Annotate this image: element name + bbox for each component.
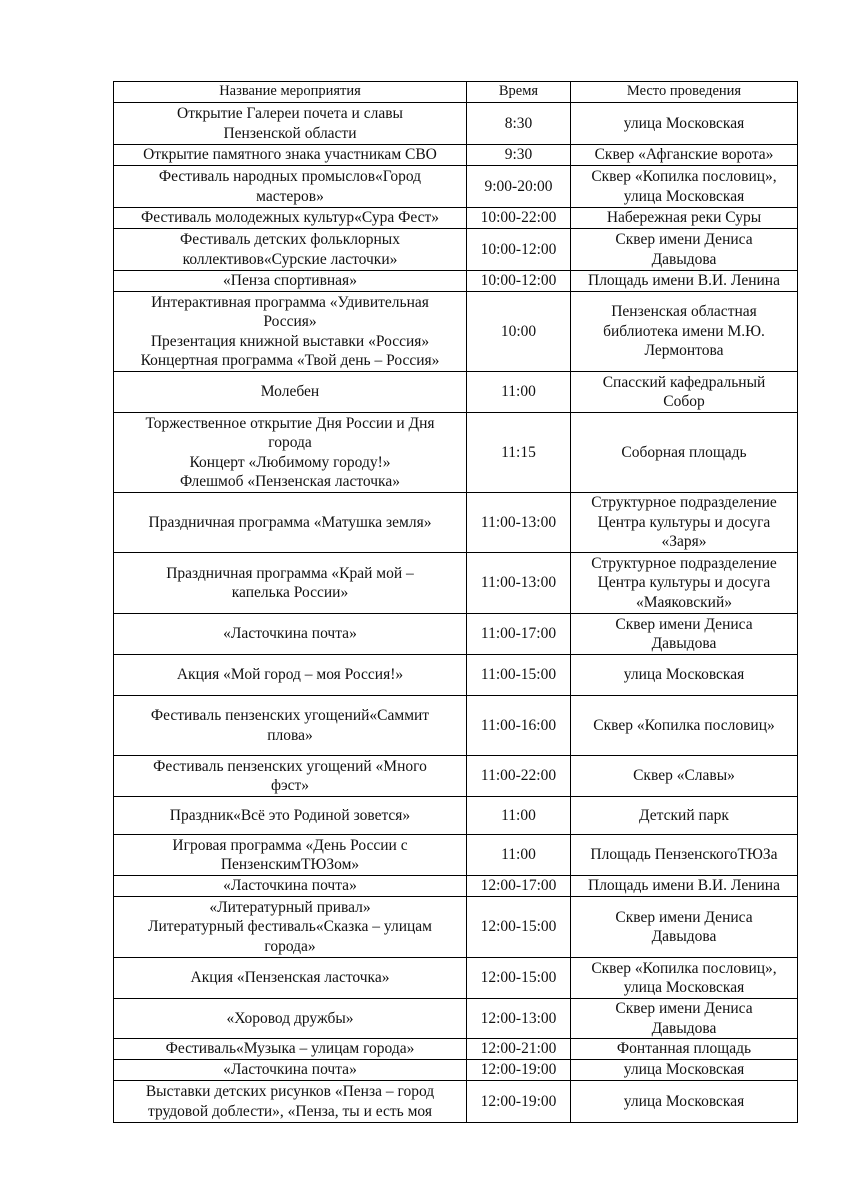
cell-text-line: 11:15 <box>501 443 536 461</box>
table-row <box>114 166 798 208</box>
cell-text-line: Сквер «Славы» <box>633 767 735 785</box>
event-name-cell <box>114 292 467 372</box>
table-row <box>114 372 798 413</box>
event-name-cell <box>114 145 467 166</box>
cell-text-line: библиотека имени М.Ю. <box>603 322 765 340</box>
event-venue-cell <box>571 166 798 208</box>
table-row <box>114 756 798 797</box>
cell-text-line: Давыдова <box>651 250 717 268</box>
event-venue-cell <box>571 876 798 897</box>
event-time-cell <box>467 1060 571 1081</box>
event-time-cell <box>467 292 571 372</box>
event-time-cell <box>467 166 571 208</box>
cell-text-line: «Хоровод дружбы» <box>226 1009 354 1027</box>
header-event-name: Название мероприятия <box>114 82 467 103</box>
cell-text-line: фэст» <box>270 777 310 794</box>
event-venue-cell <box>571 756 798 797</box>
cell-text-line: «Маяковский» <box>635 593 732 611</box>
event-venue-cell <box>571 958 798 999</box>
cell-text-line: 11:00-13:00 <box>480 574 557 592</box>
cell-text-line: Сквер имени Дениса <box>615 615 753 633</box>
event-name-cell <box>114 229 467 271</box>
cell-text-line: 10:00-22:00 <box>480 209 557 227</box>
table-row <box>114 229 798 271</box>
event-venue-cell <box>571 493 798 553</box>
cell-text-line: коллективов«Сурские ласточки» <box>182 250 398 268</box>
event-venue-cell <box>571 655 798 696</box>
cell-text-line: 12:00-13:00 <box>480 1009 557 1027</box>
table-row <box>114 958 798 999</box>
cell-text-line: улица Московская <box>623 979 745 996</box>
table-row <box>114 1039 798 1060</box>
event-name-cell <box>114 999 467 1039</box>
event-time-cell <box>467 413 571 493</box>
cell-text-line: улица Московская <box>623 187 745 205</box>
cell-text-line: Интерактивная программа «Удивительная <box>151 293 429 311</box>
cell-text-line: Площадь имени В.И. Ленина <box>588 877 780 895</box>
cell-text-line: Литературный фестиваль«Сказка – улицам <box>148 918 432 936</box>
event-time-cell <box>467 614 571 655</box>
event-time-cell <box>467 229 571 271</box>
cell-text-line: Концертная программа «Твой день – Россия» <box>140 352 440 369</box>
cell-text-line: Фестиваль молодежных культур«Сура Фест» <box>140 209 439 227</box>
cell-text-line: 12:00-15:00 <box>480 918 557 936</box>
cell-text-line: Собор <box>663 393 705 410</box>
event-venue-cell <box>571 553 798 614</box>
cell-text-line: 12:00-15:00 <box>480 969 557 987</box>
cell-text-line: Сквер имени Дениса <box>615 1000 753 1017</box>
event-venue-cell <box>571 372 798 413</box>
event-time-cell <box>467 756 571 797</box>
cell-text-line: Акция «Пензенская ласточка» <box>190 969 390 987</box>
event-name-cell <box>114 413 467 493</box>
header-venue: Место проведения <box>571 82 798 103</box>
cell-text-line: Фонтанная площадь <box>616 1040 752 1058</box>
cell-text-line: Сквер имени Дениса <box>615 231 753 248</box>
cell-text-line: 12:00-19:00 <box>480 1061 557 1079</box>
cell-text-line: «Ласточкина почта» <box>223 625 357 643</box>
event-name-cell <box>114 614 467 655</box>
event-name-cell <box>114 897 467 958</box>
event-time-cell <box>467 208 571 229</box>
cell-text-line: Флешмоб «Пензенская ласточка» <box>180 473 400 490</box>
table-row <box>114 655 798 696</box>
table-row <box>114 614 798 655</box>
cell-text-line: 10:00 <box>500 322 537 340</box>
table-row <box>114 999 798 1039</box>
event-venue-cell <box>571 271 798 292</box>
event-name-cell <box>114 208 467 229</box>
event-time-cell <box>467 655 571 696</box>
event-venue-cell <box>571 897 798 958</box>
cell-text-line: Сквер «Копилка пословиц» <box>593 716 775 734</box>
cell-text-line: 9:00-20:00 <box>484 177 553 195</box>
cell-text-line: капелька России» <box>231 584 349 601</box>
cell-text-line: Фестиваль«Музыка – улицам города» <box>165 1040 415 1058</box>
event-name-cell <box>114 372 467 413</box>
cell-text-line: 11:00-22:00 <box>480 767 557 785</box>
event-name-cell <box>114 271 467 292</box>
cell-text-line: 12:00-21:00 <box>480 1040 557 1058</box>
cell-text-line: 11:00-13:00 <box>480 513 557 531</box>
event-name-cell <box>114 876 467 897</box>
cell-text-line: Давыдова <box>651 1019 717 1037</box>
cell-text-line: 11:00-16:00 <box>480 716 557 734</box>
event-time-cell <box>467 103 571 145</box>
event-time-cell <box>467 1039 571 1060</box>
cell-text-line: улица Московская <box>623 1061 745 1079</box>
cell-text-line: «Пенза спортивная» <box>223 272 357 290</box>
event-name-cell <box>114 696 467 756</box>
event-time-cell <box>467 999 571 1039</box>
cell-text-line: Сквер «Копилка пословиц», <box>591 959 777 977</box>
table-header-row <box>114 82 798 103</box>
cell-text-line: улица Московская <box>623 1092 745 1110</box>
cell-text-line: Лермонтова <box>644 342 724 360</box>
event-time-cell <box>467 958 571 999</box>
event-time-cell <box>467 897 571 958</box>
event-name-cell <box>114 958 467 999</box>
cell-text-line: плова» <box>267 726 313 744</box>
cell-text-line: Набережная реки Суры <box>606 209 762 227</box>
event-venue-cell <box>571 835 798 876</box>
cell-text-line: 11:00 <box>501 806 536 824</box>
cell-text-line: Фестиваль детских фольклорных <box>180 231 400 248</box>
cell-text-line: улица Московская <box>623 114 745 132</box>
event-venue-cell <box>571 103 798 145</box>
cell-text-line: Праздничная программа «Матушка земля» <box>148 513 432 531</box>
cell-text-line: ПензенскимТЮЗом» <box>220 856 360 873</box>
cell-text-line: Молебен <box>260 383 320 401</box>
table-row <box>114 1081 798 1123</box>
event-name-cell <box>114 553 467 614</box>
event-venue-cell <box>571 292 798 372</box>
table-row <box>114 897 798 958</box>
event-name-cell <box>114 1060 467 1081</box>
event-venue-cell <box>571 413 798 493</box>
event-name-cell <box>114 797 467 835</box>
event-time-cell <box>467 271 571 292</box>
event-venue-cell <box>571 208 798 229</box>
cell-text-line: Концерт «Любимому городу!» <box>189 453 391 471</box>
event-venue-cell <box>571 696 798 756</box>
cell-text-line: Структурное подразделение <box>591 494 777 512</box>
event-time-cell <box>467 493 571 553</box>
cell-text-line: «Ласточкина почта» <box>223 877 357 895</box>
event-venue-cell <box>571 999 798 1039</box>
table-row <box>114 103 798 145</box>
cell-text-line: Пензенской области <box>223 124 357 142</box>
cell-text-line: 12:00-17:00 <box>480 877 557 895</box>
event-name-cell <box>114 835 467 876</box>
cell-text-line: Фестиваль пензенских угощений«Саммит <box>150 707 430 724</box>
table-row <box>114 1060 798 1081</box>
events-table <box>113 81 798 1123</box>
cell-text-line: Центра культуры и досуга <box>597 574 771 592</box>
cell-text-line: улица Московская <box>623 666 745 684</box>
cell-text-line: Соборная площадь <box>621 443 747 461</box>
cell-text-line: Площадь имени В.И. Ленина <box>588 272 780 290</box>
cell-text-line: Праздничная программа «Край мой – <box>166 564 414 582</box>
table-row <box>114 553 798 614</box>
cell-text-line: Сквер «Копилка пословиц», <box>591 168 777 185</box>
cell-text-line: 10:00-12:00 <box>480 240 557 258</box>
cell-text-line: Россия» <box>263 313 317 330</box>
event-time-cell <box>467 696 571 756</box>
event-venue-cell <box>571 614 798 655</box>
cell-text-line: Фестиваль народных промыслов«Город <box>158 168 422 185</box>
table-row <box>114 797 798 835</box>
cell-text-line: Структурное подразделение <box>591 554 777 572</box>
event-venue-cell <box>571 797 798 835</box>
table-row <box>114 413 798 493</box>
cell-text-line: Сквер «Афганские ворота» <box>594 146 774 164</box>
table-row <box>114 208 798 229</box>
cell-text-line: «Заря» <box>661 533 707 551</box>
header-time: Время <box>467 82 571 103</box>
event-venue-cell <box>571 229 798 271</box>
event-venue-cell <box>571 1060 798 1081</box>
cell-text-line: 12:00-19:00 <box>480 1092 557 1110</box>
table-row <box>114 493 798 553</box>
table-row <box>114 876 798 897</box>
event-name-cell <box>114 493 467 553</box>
cell-text-line: 11:00-15:00 <box>480 666 557 684</box>
cell-text-line: Пензенская областная <box>611 303 757 321</box>
cell-text-line: Фестиваль пензенских угощений «Много <box>153 757 427 775</box>
cell-text-line: 8:30 <box>504 114 533 132</box>
event-name-cell <box>114 756 467 797</box>
cell-text-line: Давыдова <box>651 928 717 945</box>
event-name-cell <box>114 103 467 145</box>
event-venue-cell <box>571 1081 798 1123</box>
cell-text-line: «Ласточкина почта» <box>223 1061 357 1079</box>
event-name-cell <box>114 1081 467 1123</box>
event-time-cell <box>467 553 571 614</box>
event-time-cell <box>467 1081 571 1123</box>
cell-text-line: города» <box>264 937 316 955</box>
event-time-cell <box>467 876 571 897</box>
cell-text-line: 11:00-17:00 <box>480 625 557 643</box>
event-time-cell <box>467 372 571 413</box>
event-venue-cell <box>571 145 798 166</box>
cell-text-line: 9:30 <box>504 146 533 164</box>
table-row <box>114 292 798 372</box>
event-name-cell <box>114 655 467 696</box>
table-row <box>114 696 798 756</box>
cell-text-line: Сквер имени Дениса <box>615 908 753 926</box>
cell-text-line: мастеров» <box>256 187 324 205</box>
table-row <box>114 145 798 166</box>
event-name-cell <box>114 1039 467 1060</box>
cell-text-line: Презентация книжной выставки «Россия» <box>150 332 430 350</box>
cell-text-line: Торжественное открытие Дня России и Дня <box>145 414 435 432</box>
table-row <box>114 271 798 292</box>
cell-text-line: Давыдова <box>651 635 717 652</box>
cell-text-line: «Литературный привал» <box>209 898 371 916</box>
event-time-cell <box>467 835 571 876</box>
cell-text-line: 11:00 <box>501 383 536 401</box>
table-row <box>114 835 798 876</box>
cell-text-line: 10:00-12:00 <box>480 272 557 290</box>
cell-text-line: Центра культуры и досуга <box>597 513 771 531</box>
cell-text-line: Детский парк <box>639 806 729 824</box>
cell-text-line: Праздник«Всё это Родиной зовется» <box>169 806 411 824</box>
cell-text-line: Акция «Мой город – моя Россия!» <box>176 666 404 684</box>
cell-text-line: Игровая программа «День России с <box>172 836 408 854</box>
cell-text-line: Открытие памятного знака участникам СВО <box>143 146 437 164</box>
cell-text-line: города <box>268 434 312 451</box>
event-time-cell <box>467 145 571 166</box>
cell-text-line: Площадь ПензенскогоТЮЗа <box>590 846 778 864</box>
cell-text-line: Открытие Галереи почета и славы <box>177 105 403 122</box>
cell-text-line: Спасский кафедральный <box>602 373 766 391</box>
cell-text-line: 11:00 <box>501 846 536 864</box>
event-venue-cell <box>571 1039 798 1060</box>
event-name-cell <box>114 166 467 208</box>
cell-text-line: Выставки детских рисунков «Пенза – город <box>145 1083 435 1100</box>
event-time-cell <box>467 797 571 835</box>
cell-text-line: трудовой доблести», «Пенза, ты и есть моя <box>148 1102 432 1120</box>
